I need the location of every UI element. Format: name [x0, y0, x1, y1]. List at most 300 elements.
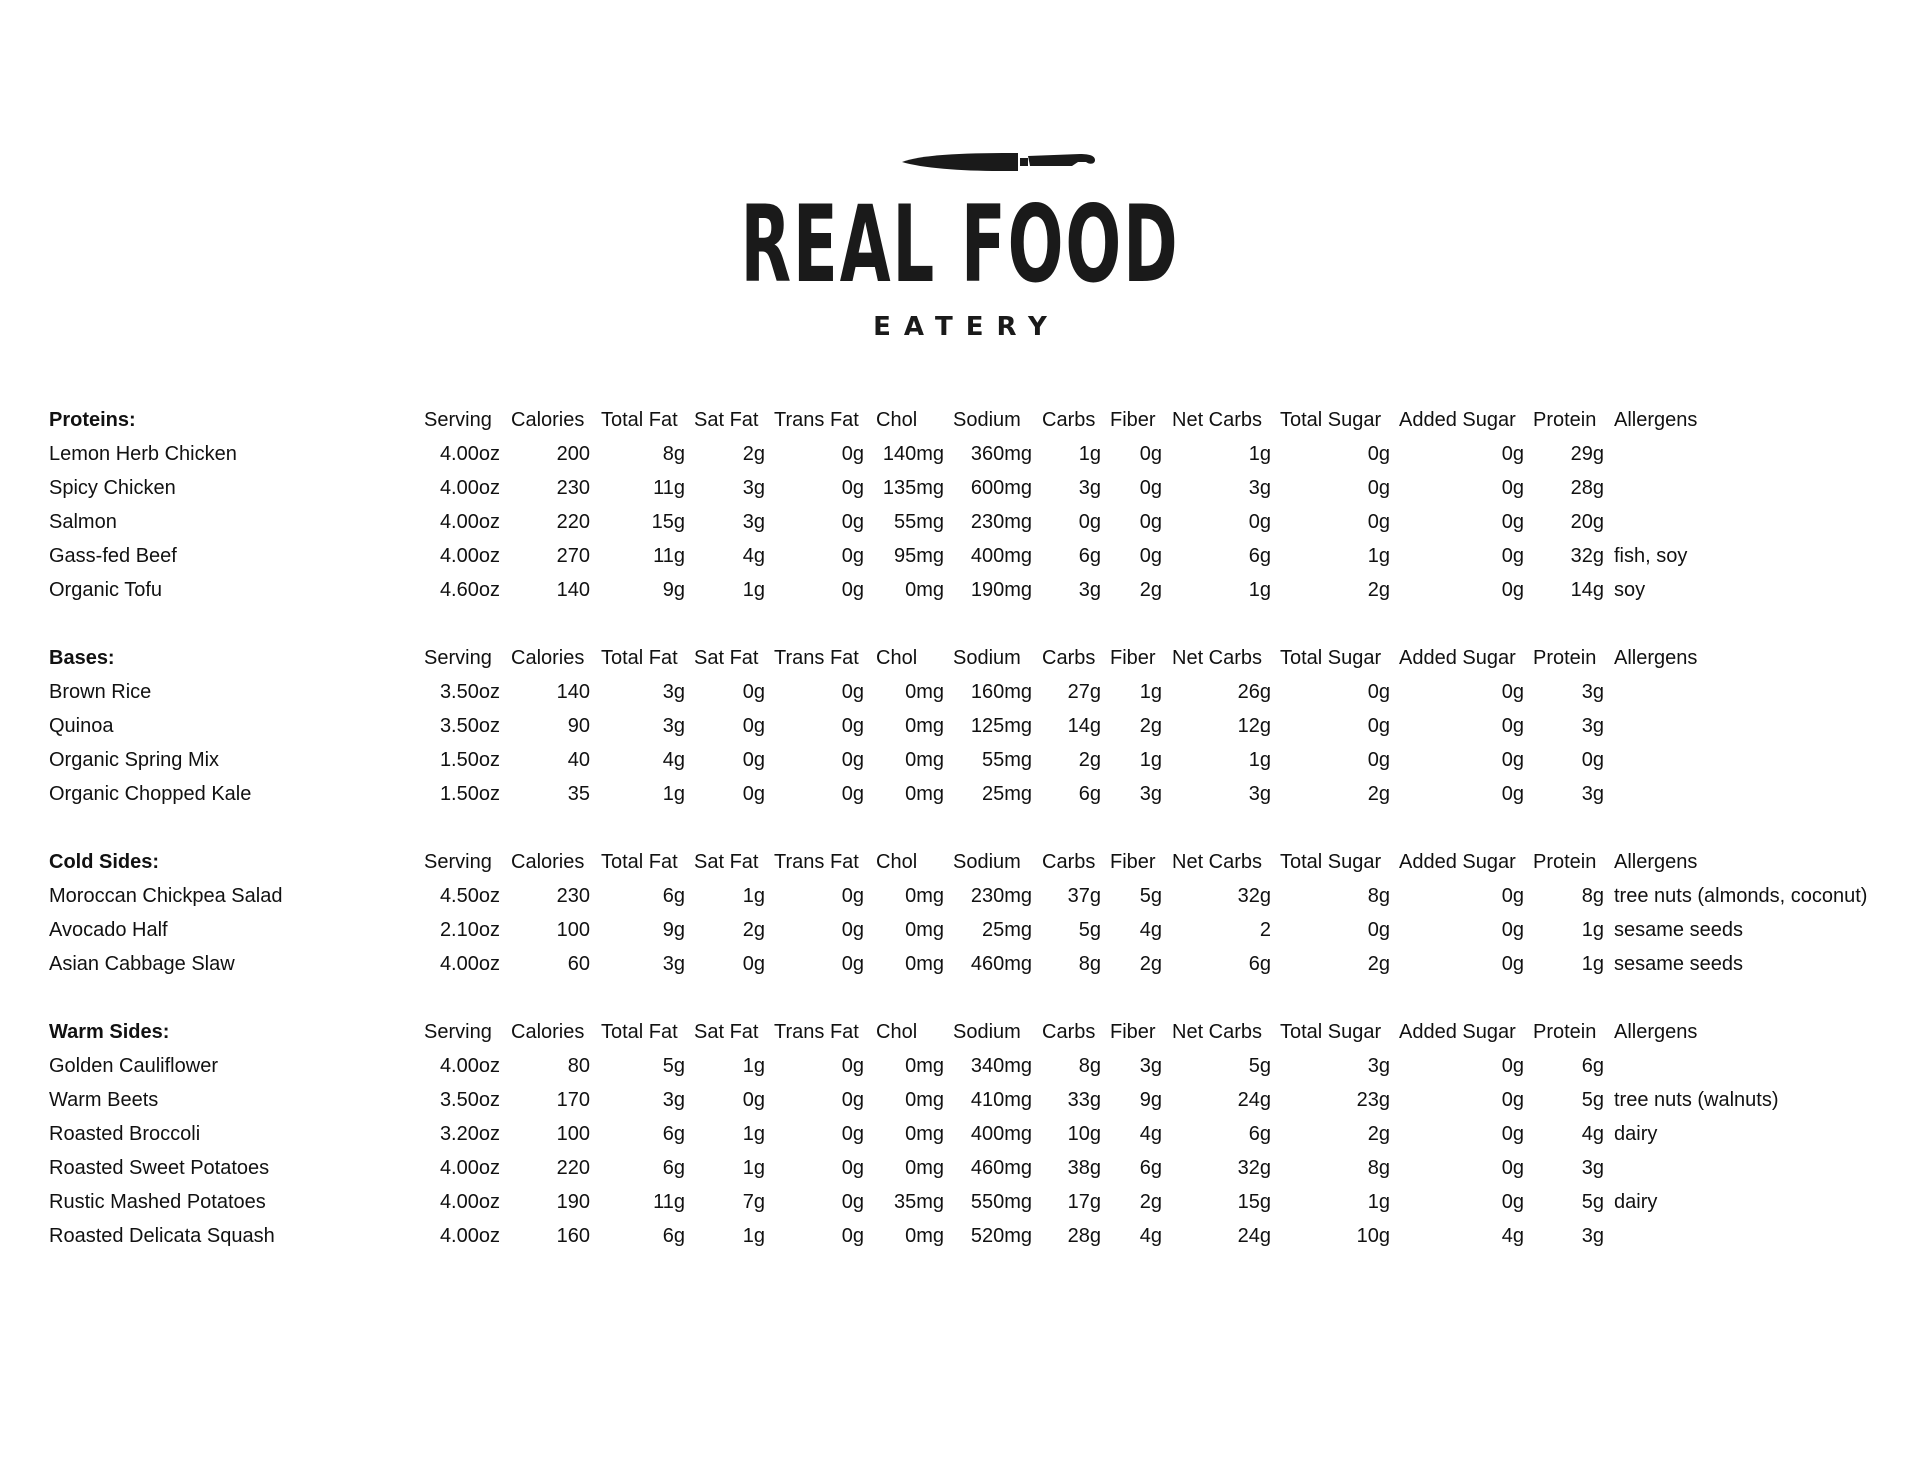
column-header: Protein [1533, 647, 1597, 669]
table-cell: 8g [1078, 1055, 1101, 1077]
table-cell: 4.00oz [439, 953, 500, 975]
table-cell: 11g [653, 1191, 685, 1213]
column-header: Total Sugar [1280, 851, 1382, 873]
table-cell: 5g [1139, 885, 1162, 907]
table-cell: 1g [1248, 579, 1271, 601]
table-cell: 0mg [905, 1055, 944, 1077]
section-title: Proteins: [49, 409, 136, 431]
section-coldsides [0, 845, 1920, 981]
item-name: Spicy Chicken [49, 477, 176, 499]
section-warmsides [0, 1015, 1920, 1253]
table-cell: 520mg [970, 1225, 1032, 1247]
table-cell: 1g [1581, 953, 1604, 975]
column-header: Fiber [1110, 851, 1156, 873]
table-cell: 28g [1570, 477, 1604, 499]
table-cell: 1g [1581, 919, 1604, 941]
table-cell: 0mg [905, 783, 944, 805]
table-cell: 8g [1367, 1157, 1390, 1179]
table-cell: 35mg [893, 1191, 944, 1213]
table-cell: 0g [1367, 919, 1390, 941]
column-header: Fiber [1110, 1021, 1156, 1043]
table-cell: 2g [1367, 1123, 1390, 1145]
table-cell: 230 [556, 885, 590, 907]
column-header: Sodium [953, 647, 1021, 669]
item-name: Warm Beets [49, 1089, 159, 1111]
table-cell: 3g [1139, 1055, 1162, 1077]
column-header: Chol [876, 1021, 918, 1043]
table-cell: 230mg [970, 885, 1032, 907]
table-cell: 3g [742, 511, 765, 533]
table-cell: 26g [1237, 681, 1271, 703]
column-header: Total Fat [601, 647, 678, 669]
table-cell: 3.50oz [439, 681, 500, 703]
column-header: Added Sugar [1399, 647, 1516, 669]
table-cell: 140 [556, 681, 590, 703]
table-cell: 0g [1367, 681, 1390, 703]
column-header: Allergens [1614, 647, 1698, 669]
table-cell: 4.00oz [439, 545, 500, 567]
table-cell: 32g [1237, 885, 1271, 907]
table-cell: 3.50oz [439, 715, 500, 737]
table-cell: 2g [1367, 953, 1390, 975]
column-header: Carbs [1042, 851, 1096, 873]
table-cell: 460mg [970, 1157, 1032, 1179]
table-cell: 0g [742, 749, 765, 771]
table-cell: 3g [1078, 477, 1101, 499]
table-header-row [0, 1015, 1920, 1049]
table-cell: 15g [1237, 1191, 1271, 1213]
table-cell: 100 [556, 1123, 590, 1145]
table-cell: 4.00oz [439, 1055, 500, 1077]
table-cell: 14g [1067, 715, 1101, 737]
table-cell: fish, soy [1614, 545, 1688, 567]
table-cell: 23g [1356, 1089, 1390, 1111]
column-header: Trans Fat [774, 1021, 859, 1043]
table-cell: 7g [742, 1191, 765, 1213]
table-cell: 230 [556, 477, 590, 499]
column-header: Calories [511, 851, 585, 873]
table-row [0, 1219, 1920, 1253]
table-row [0, 1117, 1920, 1151]
table-cell: 270 [556, 545, 590, 567]
table-cell: 190 [556, 1191, 590, 1213]
table-cell: 4g [1501, 1225, 1524, 1247]
table-cell: 1.50oz [439, 783, 500, 805]
table-cell: 27g [1067, 681, 1101, 703]
table-cell: 3g [662, 681, 685, 703]
table-cell: 135mg [882, 477, 944, 499]
table-cell: 2g [1078, 749, 1101, 771]
table-cell: 0g [742, 715, 765, 737]
table-cell: 2g [1139, 953, 1162, 975]
column-header: Trans Fat [774, 851, 859, 873]
table-header-row [0, 845, 1920, 879]
item-name: Lemon Herb Chicken [49, 443, 237, 465]
item-name: Organic Tofu [49, 579, 163, 601]
table-cell: 0g [841, 1123, 864, 1145]
column-header: Net Carbs [1172, 647, 1263, 669]
section-title: Warm Sides: [49, 1021, 170, 1043]
column-header: Added Sugar [1399, 409, 1516, 431]
table-cell: 0g [1501, 681, 1524, 703]
table-cell: 550mg [970, 1191, 1032, 1213]
table-cell: 0g [742, 953, 765, 975]
table-cell: 220 [556, 511, 590, 533]
table-cell: 3g [1367, 1055, 1390, 1077]
table-cell: 0g [1367, 511, 1390, 533]
column-header: Carbs [1042, 1021, 1096, 1043]
table-cell: 6g [662, 1157, 685, 1179]
column-header: Chol [876, 851, 918, 873]
column-header: Carbs [1042, 647, 1096, 669]
table-cell: 0g [841, 1089, 864, 1111]
section-bases [0, 641, 1920, 811]
column-header: Trans Fat [774, 647, 859, 669]
table-cell: 2g [742, 919, 765, 941]
table-cell: 2.10oz [439, 919, 500, 941]
table-cell: 25mg [981, 783, 1032, 805]
column-header: Serving [424, 409, 492, 431]
table-cell: 8g [662, 443, 685, 465]
table-row [0, 539, 1920, 573]
table-cell: 0g [1501, 953, 1524, 975]
table-cell: 2g [1139, 579, 1162, 601]
table-cell: 2g [1367, 783, 1390, 805]
table-cell: 0g [1501, 783, 1524, 805]
table-cell: 1g [1367, 545, 1390, 567]
table-cell: 1g [662, 783, 685, 805]
column-header: Allergens [1614, 851, 1698, 873]
table-cell: 0g [1501, 545, 1524, 567]
table-cell: 6g [1248, 1123, 1271, 1145]
table-cell: 6g [662, 1225, 685, 1247]
table-cell: 8g [1581, 885, 1604, 907]
column-header: Trans Fat [774, 409, 859, 431]
table-row [0, 1151, 1920, 1185]
item-name: Roasted Sweet Potatoes [49, 1157, 270, 1179]
table-cell: 2g [1139, 715, 1162, 737]
table-cell: 10g [1067, 1123, 1101, 1145]
item-name: Roasted Broccoli [49, 1123, 201, 1145]
table-cell: 0g [1139, 511, 1162, 533]
table-cell: 360mg [970, 443, 1032, 465]
table-cell: 0g [1501, 1191, 1524, 1213]
table-cell: 6g [1139, 1157, 1162, 1179]
table-cell: 0g [1581, 749, 1604, 771]
table-cell: 6g [1078, 783, 1101, 805]
table-cell: 14g [1570, 579, 1604, 601]
table-cell: 3g [1581, 1157, 1604, 1179]
column-header: Sat Fat [694, 647, 759, 669]
section-title: Cold Sides: [49, 851, 160, 873]
table-cell: 340mg [970, 1055, 1032, 1077]
table-cell: sesame seeds [1614, 953, 1743, 975]
table-cell: 80 [567, 1055, 590, 1077]
item-name: Avocado Half [49, 919, 168, 941]
table-cell: 4.50oz [439, 885, 500, 907]
item-name: Quinoa [49, 715, 114, 737]
table-cell: 1g [742, 1055, 765, 1077]
table-cell: 2g [1139, 1191, 1162, 1213]
table-cell: 1g [742, 1225, 765, 1247]
table-cell: 0g [841, 783, 864, 805]
table-cell: 220 [556, 1157, 590, 1179]
table-cell: 32g [1237, 1157, 1271, 1179]
table-cell: 0mg [905, 919, 944, 941]
table-cell: 1g [742, 1123, 765, 1145]
column-header: Net Carbs [1172, 1021, 1263, 1043]
table-cell: 1g [1248, 749, 1271, 771]
table-cell: 1.50oz [439, 749, 500, 771]
table-cell: 0mg [905, 579, 944, 601]
item-name: Gass-fed Beef [49, 545, 177, 567]
table-cell: 5g [1581, 1191, 1604, 1213]
brand-subtitle: EATERY [873, 312, 1060, 342]
table-cell: 0g [1501, 715, 1524, 737]
table-cell: 0g [1139, 477, 1162, 499]
table-cell: 4g [662, 749, 685, 771]
column-header: Allergens [1614, 1021, 1698, 1043]
table-cell: 1g [1139, 749, 1162, 771]
table-cell: sesame seeds [1614, 919, 1743, 941]
column-header: Sodium [953, 1021, 1021, 1043]
table-cell: 9g [662, 919, 685, 941]
table-cell: soy [1614, 579, 1646, 601]
table-cell: 8g [1078, 953, 1101, 975]
table-cell: 0g [1367, 477, 1390, 499]
column-header: Calories [511, 409, 585, 431]
table-cell: 0g [841, 1157, 864, 1179]
table-row [0, 913, 1920, 947]
table-cell: 0g [1248, 511, 1271, 533]
table-cell: 160mg [970, 681, 1032, 703]
table-cell: 4g [1581, 1123, 1604, 1145]
table-cell: 3g [662, 715, 685, 737]
table-cell: 4g [1139, 1123, 1162, 1145]
table-cell: 6g [662, 885, 685, 907]
nutrition-tables [0, 403, 1920, 1287]
table-cell: 0g [742, 1089, 765, 1111]
column-header: Protein [1533, 851, 1597, 873]
table-cell: 0g [1139, 443, 1162, 465]
column-header: Fiber [1110, 409, 1156, 431]
column-header: Sat Fat [694, 1021, 759, 1043]
column-header: Protein [1533, 409, 1597, 431]
table-row [0, 947, 1920, 981]
table-cell: 170 [556, 1089, 590, 1111]
table-cell: 3g [1248, 783, 1271, 805]
table-cell: 17g [1067, 1191, 1101, 1213]
table-cell: 230mg [970, 511, 1032, 533]
table-cell: 9g [662, 579, 685, 601]
table-cell: 0g [841, 477, 864, 499]
column-header: Serving [424, 647, 492, 669]
column-header: Added Sugar [1399, 1021, 1516, 1043]
column-header: Total Sugar [1280, 409, 1382, 431]
table-cell: 1g [742, 1157, 765, 1179]
table-cell: 0g [841, 715, 864, 737]
column-header: Chol [876, 409, 918, 431]
table-cell: 0g [841, 885, 864, 907]
table-row [0, 743, 1920, 777]
column-header: Sat Fat [694, 851, 759, 873]
item-name: Rustic Mashed Potatoes [49, 1191, 266, 1213]
table-row [0, 573, 1920, 607]
table-cell: 29g [1570, 443, 1604, 465]
table-cell: 0g [841, 1191, 864, 1213]
table-cell: 28g [1067, 1225, 1101, 1247]
table-cell: 0g [1501, 579, 1524, 601]
table-cell: 2g [1367, 579, 1390, 601]
table-cell: 400mg [970, 545, 1032, 567]
table-cell: 410mg [970, 1089, 1032, 1111]
table-cell: 3g [1581, 681, 1604, 703]
item-name: Asian Cabbage Slaw [49, 953, 235, 975]
table-cell: 24g [1237, 1089, 1271, 1111]
table-cell: 125mg [970, 715, 1032, 737]
table-cell: 5g [662, 1055, 685, 1077]
table-cell: 0g [841, 545, 864, 567]
table-cell: 1g [1248, 443, 1271, 465]
table-cell: 90 [567, 715, 590, 737]
table-cell: 0g [1501, 477, 1524, 499]
table-cell: 11g [653, 545, 685, 567]
table-cell: 0g [841, 1055, 864, 1077]
table-cell: 37g [1067, 885, 1101, 907]
table-cell: 0mg [905, 1225, 944, 1247]
table-cell: 0g [1501, 885, 1524, 907]
table-row [0, 879, 1920, 913]
table-cell: 4.00oz [439, 1157, 500, 1179]
table-cell: 0mg [905, 1089, 944, 1111]
item-name: Golden Cauliflower [49, 1055, 218, 1077]
table-cell: 25mg [981, 919, 1032, 941]
table-cell: 0g [841, 919, 864, 941]
table-row [0, 709, 1920, 743]
table-cell: 3g [1581, 1225, 1604, 1247]
table-cell: 4.00oz [439, 443, 500, 465]
section-title: Bases: [49, 647, 115, 669]
table-cell: 600mg [970, 477, 1032, 499]
table-cell: 0g [841, 681, 864, 703]
table-cell: 2g [742, 443, 765, 465]
table-cell: 32g [1570, 545, 1604, 567]
table-cell: 1g [1367, 1191, 1390, 1213]
column-header: Total Sugar [1280, 647, 1382, 669]
table-row [0, 505, 1920, 539]
table-cell: 0mg [905, 1123, 944, 1145]
table-cell: 3.50oz [439, 1089, 500, 1111]
column-header: Protein [1533, 1021, 1597, 1043]
table-cell: 4.00oz [439, 1225, 500, 1247]
table-cell: 3g [1581, 783, 1604, 805]
table-cell: 35 [567, 783, 590, 805]
table-cell: 0mg [905, 953, 944, 975]
table-cell: 40 [567, 749, 590, 771]
column-header: Serving [424, 851, 492, 873]
table-cell: 1g [1078, 443, 1101, 465]
table-cell: 0g [841, 953, 864, 975]
table-row [0, 1185, 1920, 1219]
table-row [0, 437, 1920, 471]
table-cell: 0g [841, 579, 864, 601]
table-cell: 6g [1248, 953, 1271, 975]
table-cell: 0g [841, 749, 864, 771]
table-cell: 0g [1078, 511, 1101, 533]
table-cell: 0g [1501, 1123, 1524, 1145]
table-cell: 3g [1078, 579, 1101, 601]
table-cell: 6g [1248, 545, 1271, 567]
table-cell: 0g [1501, 1157, 1524, 1179]
table-cell: 2 [1259, 919, 1271, 941]
table-cell: 0mg [905, 681, 944, 703]
table-cell: 0g [742, 681, 765, 703]
table-row [0, 675, 1920, 709]
table-cell: 0g [1367, 443, 1390, 465]
table-cell: dairy [1614, 1123, 1658, 1145]
section-proteins [0, 403, 1920, 607]
table-cell: 0g [1501, 443, 1524, 465]
item-name: Brown Rice [49, 681, 152, 703]
table-cell: 0g [1139, 545, 1162, 567]
table-cell: 38g [1067, 1157, 1101, 1179]
table-cell: 0mg [905, 715, 944, 737]
table-cell: 3g [742, 477, 765, 499]
table-cell: 15g [651, 511, 685, 533]
table-cell: 10g [1356, 1225, 1390, 1247]
table-cell: 1g [1139, 681, 1162, 703]
table-cell: 55mg [981, 749, 1032, 771]
column-header: Total Fat [601, 851, 678, 873]
item-name: Salmon [49, 511, 117, 533]
table-cell: 11g [653, 477, 685, 499]
table-cell: 140 [556, 579, 590, 601]
table-cell: 4g [1139, 919, 1162, 941]
item-name: Roasted Delicata Squash [49, 1225, 275, 1247]
column-header: Carbs [1042, 409, 1096, 431]
table-cell: 55mg [893, 511, 944, 533]
table-row [0, 777, 1920, 811]
table-cell: 4.00oz [439, 511, 500, 533]
table-cell: 3g [662, 953, 685, 975]
table-row [0, 471, 1920, 505]
table-cell: 24g [1237, 1225, 1271, 1247]
table-cell: 3g [1581, 715, 1604, 737]
table-cell: 0g [1501, 1089, 1524, 1111]
column-header: Total Sugar [1280, 1021, 1382, 1043]
table-cell: 4g [1139, 1225, 1162, 1247]
table-cell: 0g [1367, 749, 1390, 771]
column-header: Chol [876, 647, 918, 669]
table-cell: 5g [1581, 1089, 1604, 1111]
table-cell: 9g [1139, 1089, 1162, 1111]
table-cell: 4.00oz [439, 1191, 500, 1213]
table-cell: 1g [742, 885, 765, 907]
column-header: Allergens [1614, 409, 1698, 431]
table-cell: tree nuts (almonds, coconut) [1614, 885, 1868, 907]
column-header: Total Fat [601, 1021, 678, 1043]
column-header: Sodium [953, 851, 1021, 873]
table-cell: 3g [1248, 477, 1271, 499]
table-cell: 0g [1367, 715, 1390, 737]
column-header: Calories [511, 647, 585, 669]
table-row [0, 1049, 1920, 1083]
table-cell: 5g [1078, 919, 1101, 941]
table-cell: 0g [1501, 749, 1524, 771]
table-cell: dairy [1614, 1191, 1658, 1213]
table-cell: 460mg [970, 953, 1032, 975]
table-row [0, 1083, 1920, 1117]
